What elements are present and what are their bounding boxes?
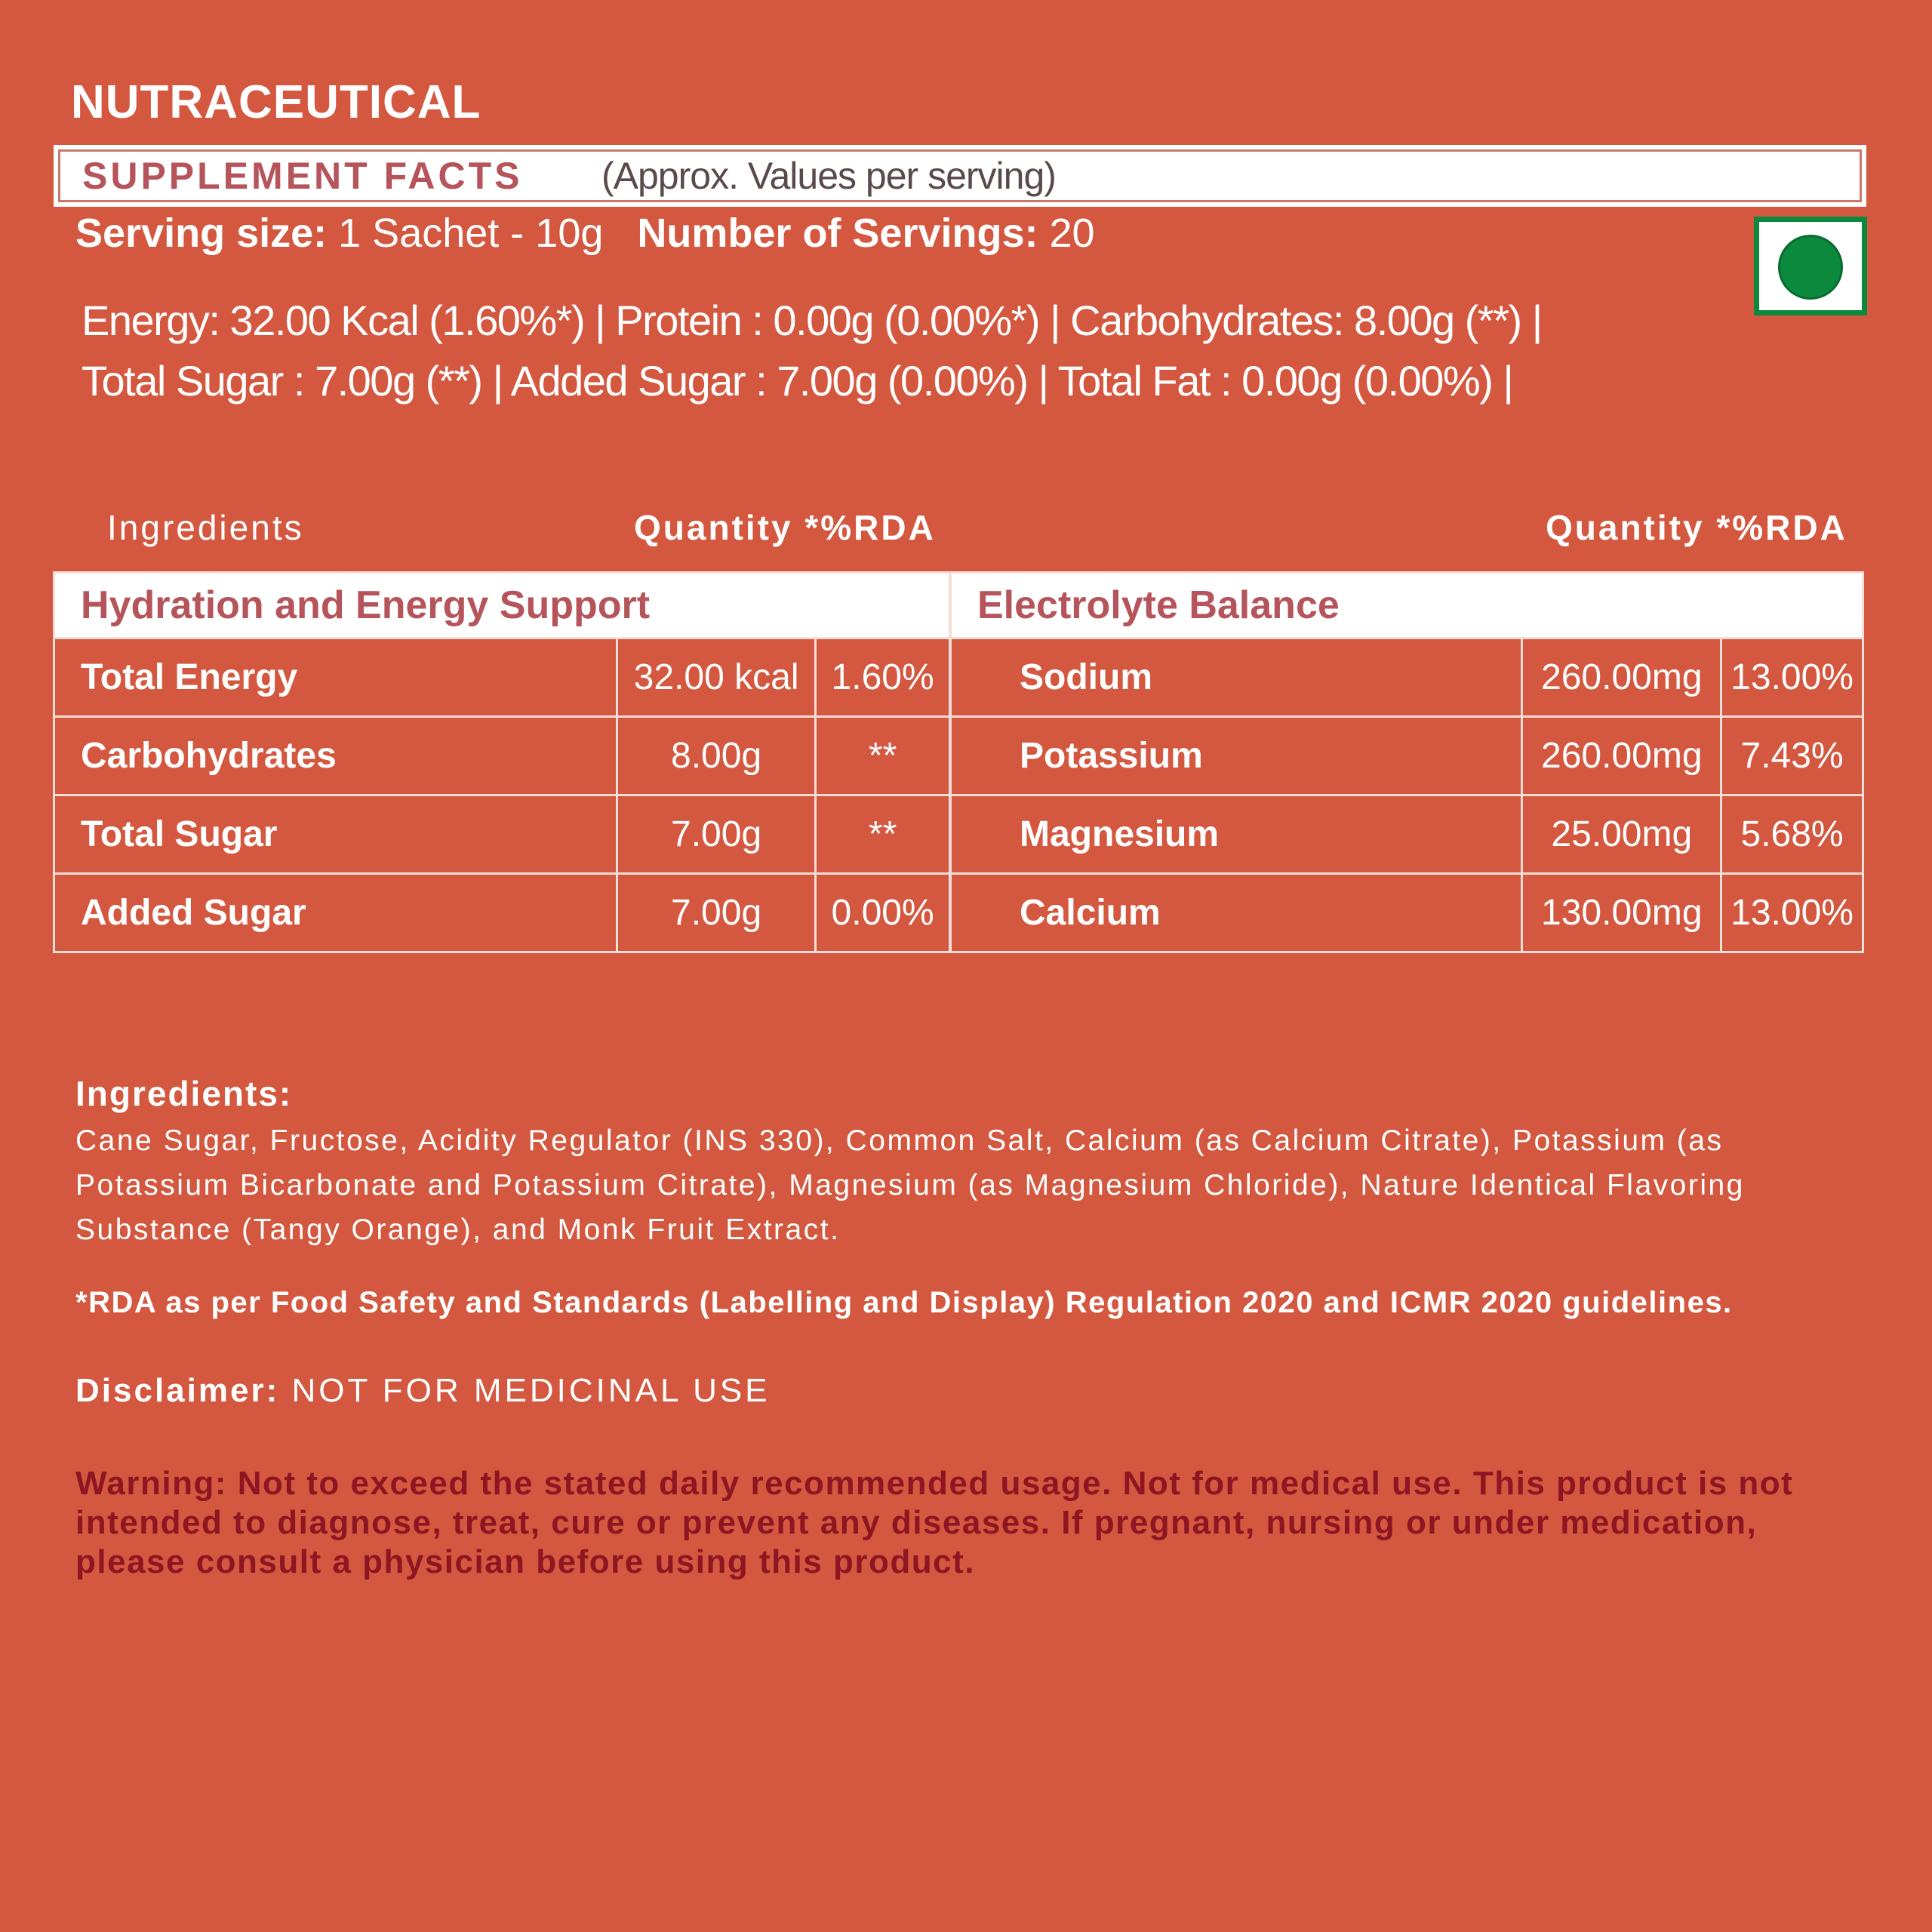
ingredients-title: Ingredients: <box>75 1074 293 1113</box>
column-header-qty-rda-right: Quantity *%RDA <box>1546 508 1847 547</box>
column-header-qty-rda-left: Quantity *%RDA <box>634 508 936 547</box>
nutrient-name: Total Sugar <box>54 795 617 874</box>
table-row <box>54 795 950 874</box>
supplement-facts-title: SUPPLEMENT FACTS <box>82 155 523 197</box>
brand-title: NUTRACEUTICAL <box>71 76 481 128</box>
serving-size-value: 1 Sachet - 10g <box>338 211 604 256</box>
rda-note: *RDA as per Food Safety and Standards (Labelling and Display) Regulation 2020 and ICMR 2020 guidelines. <box>75 1286 1733 1319</box>
veg-dot <box>1778 235 1843 300</box>
ingredients-text: Cane Sugar, Fructose, Acidity Regulator (INS 330), Common Salt, Calcium (as Calcium Citrate), Potassium (as Potassium Bicarbonate and Potassium Citrate), Magnesium (as Magnesium Chloride), Nature Identical Flavoring Substance (Tangy Orange), and Monk Fruit Extract. <box>75 1124 1745 1246</box>
table-row <box>54 717 950 795</box>
nutrient-quantity: 7.00g <box>617 795 815 874</box>
table-row <box>951 795 1863 874</box>
mineral-rda: 13.00% <box>1721 874 1863 952</box>
supplement-facts-subtitle: (Approx. Values per serving) <box>601 155 1056 197</box>
table-row <box>54 638 950 717</box>
mineral-rda: 5.68% <box>1721 795 1863 874</box>
table-row <box>951 717 1863 795</box>
nutrient-rda: ** <box>816 717 950 795</box>
nutrient-quantity: 8.00g <box>617 717 815 795</box>
table-row <box>951 874 1863 952</box>
column-header-ingredients: Ingredients <box>107 508 304 547</box>
servings-count-value: 20 <box>1049 211 1095 256</box>
nutrient-rda: 1.60% <box>816 638 950 717</box>
nutrient-quantity: 7.00g <box>617 874 815 952</box>
mineral-name: Sodium <box>951 638 1522 717</box>
serving-size-label: Serving size: <box>75 211 328 256</box>
mineral-quantity: 25.00mg <box>1522 795 1721 874</box>
veg-mark-icon <box>1754 217 1867 315</box>
disclaimer <box>75 1372 771 1410</box>
nutrient-rda: 0.00% <box>816 874 950 952</box>
electrolyte-table-title: Electrolyte Balance <box>951 573 1863 638</box>
nutrient-rda: ** <box>816 795 950 874</box>
mineral-rda: 13.00% <box>1721 638 1863 717</box>
nutrient-name: Total Energy <box>54 638 617 717</box>
nutrition-summary-line-1: Energy: 32.00 Kcal (1.60%*) | Protein : 0.00g (0.00%*) | Carbohydrates: 8.00g (**) | <box>82 297 1542 344</box>
hydration-energy-table <box>53 571 951 953</box>
table-row <box>951 638 1863 717</box>
mineral-rda: 7.43% <box>1721 717 1863 795</box>
serving-info <box>75 210 1095 257</box>
mineral-quantity: 130.00mg <box>1522 874 1721 952</box>
disclaimer-label: Disclaimer: <box>75 1372 280 1409</box>
mineral-name: Calcium <box>951 874 1522 952</box>
hydration-table-title: Hydration and Energy Support <box>54 573 950 638</box>
nutrient-name: Added Sugar <box>54 874 617 952</box>
nutrient-quantity: 32.00 kcal <box>617 638 815 717</box>
nutrition-summary-line-2: Total Sugar : 7.00g (**) | Added Sugar : 7.00g (0.00%) | Total Fat : 0.00g (0.00%) | <box>82 357 1513 405</box>
table-row <box>54 874 950 952</box>
warning-text: Warning: Not to exceed the stated daily recommended usage. Not for medical use. This product is not intended to diagnose, treat, cure or prevent any diseases. If pregnant, nursing or under medication, please consult a physician before using this product. <box>75 1465 1794 1580</box>
mineral-name: Potassium <box>951 717 1522 795</box>
mineral-quantity: 260.00mg <box>1522 638 1721 717</box>
servings-count-label: Number of Servings: <box>637 211 1038 256</box>
mineral-name: Magnesium <box>951 795 1522 874</box>
disclaimer-text: NOT FOR MEDICINAL USE <box>291 1372 771 1409</box>
supplement-facts-header <box>56 147 1864 205</box>
electrolyte-balance-table <box>949 571 1864 953</box>
nutrient-name: Carbohydrates <box>54 717 617 795</box>
mineral-quantity: 260.00mg <box>1522 717 1721 795</box>
